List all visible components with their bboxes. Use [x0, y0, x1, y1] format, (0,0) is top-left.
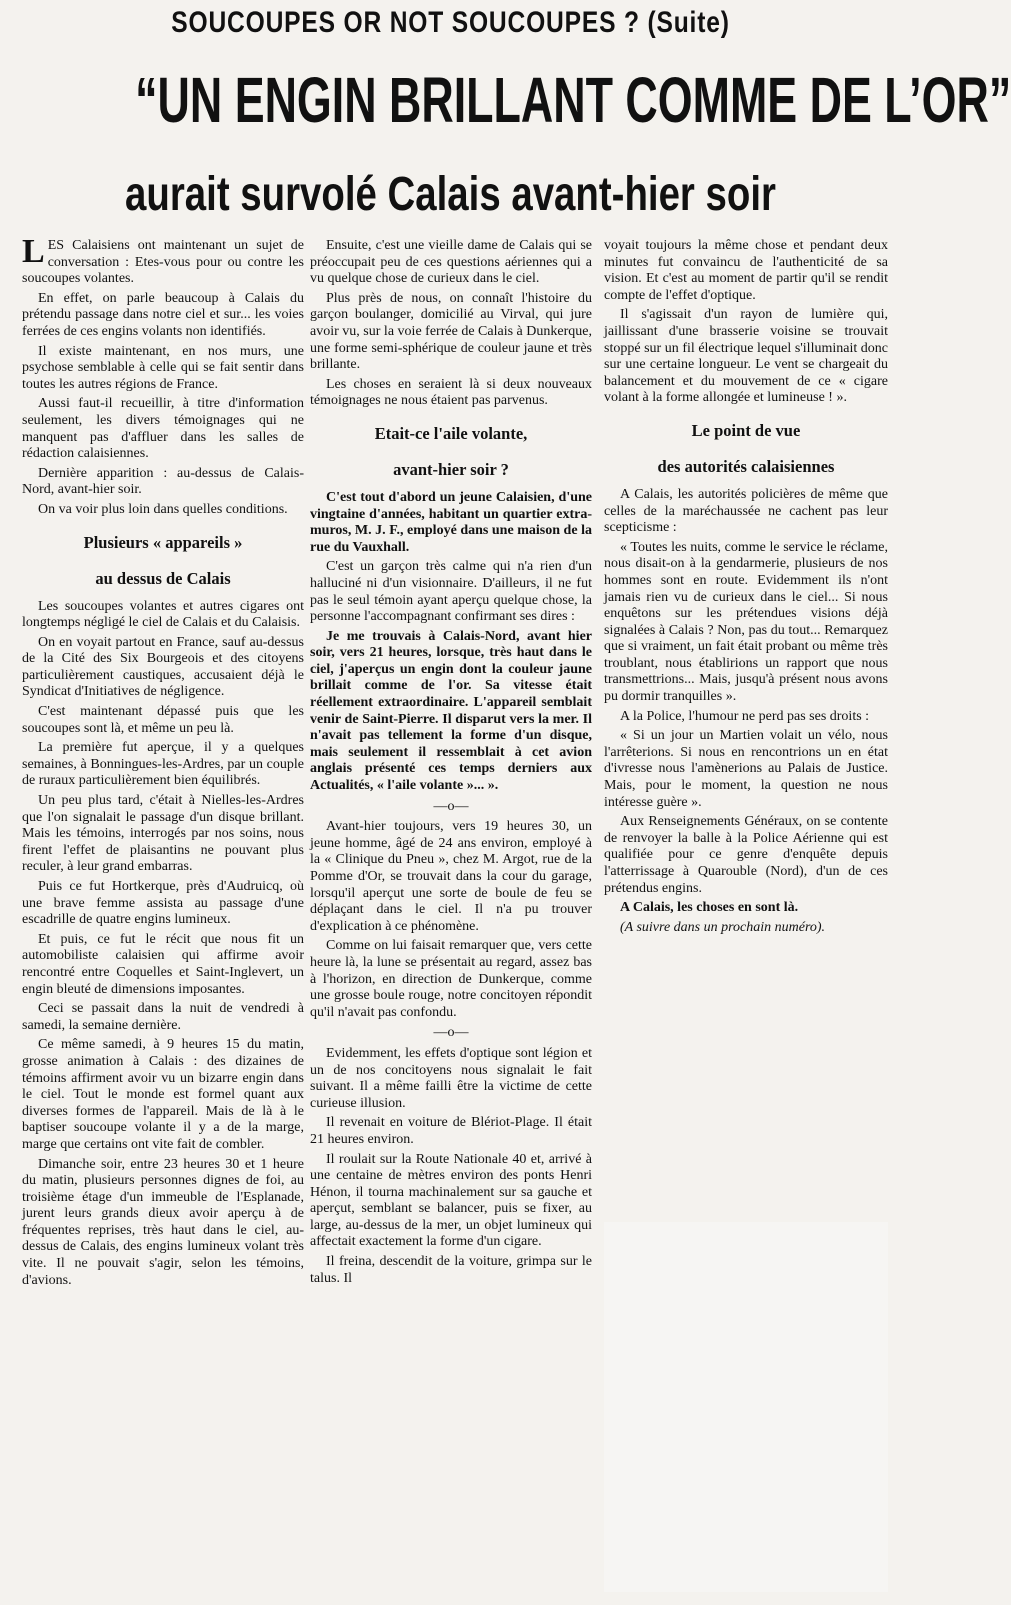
- section-heading: Plusieurs « appareils »: [83, 532, 243, 552]
- section-separator: —o—: [433, 798, 469, 814]
- article-paragraph: Evidemment, les effets d'optique sont légion et un de nos concitoyens nous signalait le fait suivant. Il a même failli être la victime de cette curieuse illusion.: [310, 1045, 592, 1111]
- section-separator: —o—: [433, 1025, 469, 1041]
- article-paragraph: LES Calaisiens ont maintenant un sujet de conversation : Etes-vous pour ou contre les soucoupes volantes.: [22, 233, 304, 287]
- article-paragraph: Il s'agissait d'un rayon de lumière qui, jaillissant d'une brasserie voisine se trouvait stoppé sur un fil électrique lequel s'illuminait donc sur une certaine longueur. Le vent se chargeait du balancement et du mouvement de ce « cigare volant à la forme allongée et lumineuse ! ».: [604, 307, 888, 406]
- article-headline: “UN ENGIN BRILLANT COMME DE L’OR”: [135, 64, 1011, 136]
- article-paragraph: C'est maintenant dépassé puis que les soucoupes sont là, et même un peu là.: [22, 704, 304, 736]
- article-paragraph: Aussi faut-il recueillir, à titre d'information seulement, les divers témoignages qui ne manquent pas d'affluer dans les salles de rédaction calaisiennes.: [22, 396, 304, 462]
- section-heading: au dessus de Calais: [95, 568, 231, 588]
- article-paragraph: A la Police, l'humour ne perd pas ses droits :: [620, 708, 870, 724]
- article-paragraph: Il revenait en voiture de Blériot-Plage. Il était 21 heures environ.: [310, 1115, 592, 1147]
- article-paragraph: C'est un garçon très calme qui n'a rien d'un halluciné ni d'un visionnaire. D'ailleurs, il ne fut pas le seul témoin ayant aperçu quelque chose, la personne l'accompagnant confirmant ses dires :: [310, 559, 592, 625]
- section-heading: Etait-ce l'aile volante,: [374, 423, 528, 443]
- article-paragraph: A Calais, les autorités policières de même que celles de la maréchaussée ne cachent pas leur scepticisme :: [604, 486, 888, 536]
- article-paragraph: Puis ce fut Hortkerque, près d'Audruicq, où une brave femme assista au passage d'une escadrille de quatre engins lumineux.: [22, 879, 304, 928]
- article-paragraph: « Si un jour un Martien volait un vélo, nous l'arrêterions. Si nous en rencontrions un en état d'ivresse nous l'amènerions au Palais de Justice. Mais, pour le moment, la question ne nous intéresse guère ».: [604, 728, 888, 810]
- article-paragraph: Il existe maintenant, en nos murs, une psychose semblable à celle qui se fait sentir dans toutes les autres régions de France.: [22, 343, 304, 392]
- article-paragraph: Les choses en seraient là si deux nouveaux témoignages ne nous étaient pas parvenus.: [310, 376, 592, 409]
- article-paragraph: C'est tout d'abord un jeune Calaisien, d'une vingtaine d'années, habitant un quartier extra-muros, M. J. F., employé dans une maison de la rue du Vauxhall.: [310, 489, 592, 555]
- section-heading: avant-hier soir ?: [393, 459, 509, 479]
- article-subheadline: aurait survolé Calais avant-hier soir: [125, 168, 776, 221]
- article-paragraph: Dimanche soir, entre 23 heures 30 et 1 heure du matin, plusieurs personnes dignes de foi, au troisième étage d'un immeuble de l'Esplanade, jurent leurs grands dieux avoir aperçu à de fréquentes reprises, très haut dans le ciel, au-dessus de Calais, des engins lumineux volant très vite. Il ne pouvait s'agir, selon les témoins, d'avions.: [22, 1156, 304, 1288]
- article-column-2: [310, 238, 592, 1290]
- article-paragraph: Plus près de nous, on connaît l'histoire du garçon boulanger, domicilié au Virval, qui jure avoir vu, sur la voie ferrée de Calais à Dunkerque, une forme semi-sphérique de couleur jaune et très brillante.: [310, 290, 592, 373]
- blank-area: [604, 1222, 888, 1592]
- article-paragraph: On en voyait partout en France, sauf au-dessus de la Cité des Six Bourgeois et des citoyens particulièrement caustiques, accusaient déjà le Syndicat d'Initiatives de négligence.: [22, 634, 304, 700]
- article-paragraph: Je me trouvais à Calais-Nord, avant hier soir, vers 21 heures, lorsque, très haut dans le ciel, j'aperçus un engin dont la couleur jaune brillait comme de l'or. Sa vitesse était réellement extraordinaire. L'appareil semblait venir de Saint-Pierre. Il disparut vers la mer. Il n'avait pas tellement la forme d'un disque, mais seulement il ressemblait à cet avion anglais présenté ces temps derniers aux Actualités, « l'aile volante »... ».: [310, 628, 592, 794]
- article-paragraph: En effet, on parle beaucoup à Calais du prétendu passage dans notre ciel et sur... les voies ferrées de ces engins volants non identifiés.: [22, 290, 304, 339]
- article-paragraph: Ensuite, c'est une vieille dame de Calais qui se préoccupait peu de ces questions aériennes qui a vu quelque chose de curieux dans le ciel.: [310, 238, 592, 287]
- article-paragraph: Ce même samedi, à 9 heures 15 du matin, grosse animation à Calais : des dizaines de témoins affirment avoir vu un bizarre engin dans le ciel. Tout le monde est formel quant aux diverses formes de l'appareil. Mais de là à le baptiser soucoupe volante il y a de la marge, marge que certains ont vite fait de combler.: [22, 1037, 304, 1152]
- article-paragraph: Il freina, descendit de la voiture, grimpa sur le talus. Il: [310, 1254, 592, 1286]
- article-paragraph: On va voir plus loin dans quelles conditions.: [38, 501, 288, 517]
- article-paragraph: Un peu plus tard, c'était à Nielles-les-Ardres que l'on signalait le passage d'un disque brillant. Mais les témoins, interrogés par nos soins, nous firent l'effet de plaisantins ne pouvant plus reculer, à leur grand embarras.: [22, 793, 304, 875]
- article-paragraph: Avant-hier toujours, vers 19 heures 30, un jeune homme, âgé de 24 ans environ, employé à la « Clinique du Pneu », chez M. Argot, rue de la Pomme d'Or, se trouvait dans la cour du garage, lorsqu'il aperçut une sorte de boule de feu se déplaçant dans le ciel. Il n'a pu trouver d'explication à ce phénomène.: [310, 819, 592, 934]
- section-heading: Le point de vue: [691, 420, 801, 440]
- article-paragraph: (A suivre dans un prochain numéro).: [620, 919, 826, 935]
- article-column-3: [604, 238, 888, 939]
- article-paragraph: A Calais, les choses en sont là.: [620, 900, 799, 916]
- article-paragraph: Comme on lui faisait remarquer que, vers cette heure là, la lune se présentait au regard, assez bas à l'horizon, en direction de Dunkerque, comme une grosse boule rouge, notre concitoyen répondit qu'il n'avait pas confondu.: [310, 938, 592, 1020]
- section-heading: des autorités calaisiennes: [657, 456, 835, 476]
- article-kicker: SOUCOUPES OR NOT SOUCOUPES ? (Suite): [171, 6, 730, 39]
- article-paragraph: voyait toujours la même chose et pendant deux minutes fut convaincu de l'authenticité de sa vision. Et c'est au moment de partir qu'il se rendit compte de l'effet d'optique.: [604, 238, 888, 303]
- article-paragraph: Il roulait sur la Route Nationale 40 et, arrivé à une centaine de mètres environ des ponts Henri Hénon, il tourna machinalement sur sa gauche et aperçut, semblant se balancer, puis se fixer, au large, au-dessus de la mer, un objet lumineux qui affectait exactement la forme d'un cigare.: [310, 1151, 592, 1250]
- article-paragraph: Ceci se passait dans la nuit de vendredi à samedi, la semaine dernière.: [22, 1001, 304, 1033]
- article-paragraph: Dernière apparition : au-dessus de Calais-Nord, avant-hier soir.: [22, 465, 304, 498]
- article-paragraph: La première fut aperçue, il y a quelques semaines, à Bonningues-les-Ardres, par un couple de ruraux particulièrement bien équilibrés.: [22, 740, 304, 789]
- article-column-1: [22, 233, 304, 1292]
- article-paragraph: « Toutes les nuits, comme le service le réclame, nous disait-on à la gendarmerie, plusieurs de nos hommes sont en route. Evidemment ils n'ont jamais rien vu de curieux dans le ciel... Si nous enquêtons sur les prétendues visions déjà signalées à Calais ? Non, pas du tout... Remarquez que si vraiment, un fait était probant ou même très troublant, nous établirions un rapport que nous transmettrions... Mais, jusqu'à présent nous avons pu dormir tranquilles ».: [604, 539, 888, 705]
- article-paragraph: Aux Renseignements Généraux, on se contente de renvoyer la balle à la Police Aérienne qui est qualifiée pour ce genre d'enquête depuis l'atterrissage à Quarouble (Nord), d'un de ces prétendus engins.: [604, 814, 888, 896]
- article-paragraph: Les soucoupes volantes et autres cigares ont longtemps négligé le ciel de Calais et du Calaisis.: [22, 598, 304, 631]
- article-paragraph: Et puis, ce fut le récit que nous fit un automobiliste calaisien qui affirme avoir rencontré entre Coquelles et Saint-Inglevert, un engin bleuté de dimensions imposantes.: [22, 931, 304, 997]
